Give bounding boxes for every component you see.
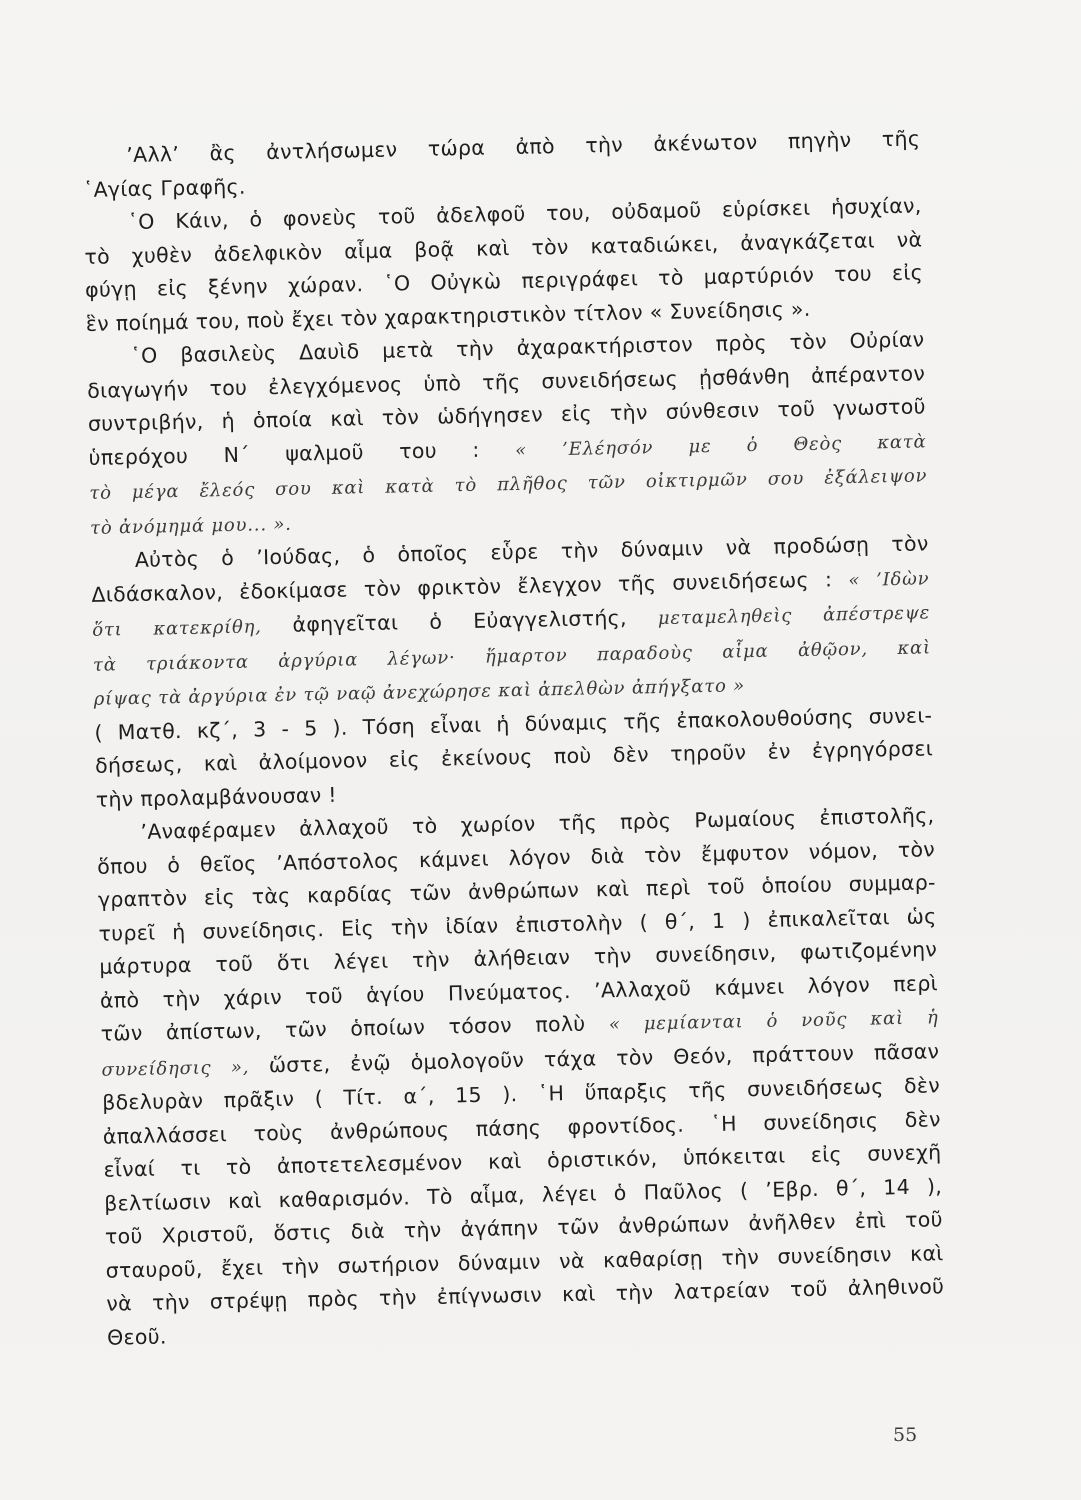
- plain-text: μάρτυρα τοῦ ὅτι λέγει τὴν ἀλήθειαν τὴν συνείδησιν, φωτιζομένην: [99, 937, 938, 979]
- plain-text: γραπτὸν εἰς τὰς καρδίας τῶν ἀνθρώπων καὶ περὶ τοῦ ὁποίου συμμαρ-: [97, 870, 936, 912]
- plain-text: τυρεῖ ἡ συνείδησις. Εἰς τὴν ἰδίαν ἐπιστολὴν ( θ΄, 1 ) ἐπικαλεῖται ὡς: [98, 903, 937, 946]
- plain-text: ὑπερόχου Ν΄ ψαλμοῦ του :: [88, 436, 516, 470]
- plain-text: ’Αναφέραμεν ἀλλαχοῦ τὸ χωρίον τῆς πρὸς Ρωμαίους ἐπιστολῆς,: [140, 803, 935, 844]
- plain-text: δήσεως, καὶ ἀλοίμονον εἰς ἐκείνους ποὺ δὲν τηροῦν ἐν ἐγρηγόρσει: [94, 736, 934, 778]
- body-text: [82, 122, 945, 1354]
- quote-text: συνείδησις »,: [101, 1055, 270, 1081]
- plain-text: ῾Ο Κάιν, ὁ φονεὺς τοῦ ἀδελφοῦ του, οὐδαμοῦ εὑρίσκει ἡσυχίαν,: [127, 193, 922, 235]
- plain-text: ἓν ποίημά του, ποὺ ἔχει τὸν χαρακτηριστικὸν τίτλον « Συνείδησις ».: [85, 296, 811, 336]
- quote-text: τὸ μέγα ἔλεός σου καὶ κατὰ τὸ πλῆθος τῶν οἰκτιρμῶν σου ἐξάλειψον: [89, 465, 928, 504]
- plain-text: βελτίωσιν καὶ καθαρισμόν. Τὸ αἷμα, λέγει ὁ Παῦλος ( ’Εβρ. θ΄, 14 ),: [104, 1173, 943, 1216]
- plain-text: ( Ματθ. κζ΄, 3 - 5 ). Τόση εἶναι ἡ δύναμις τῆς ἐπακολουθούσης συνει-: [94, 702, 933, 745]
- plain-text: Θεοῦ.: [106, 1323, 167, 1350]
- plain-text: εἶναί τι τὸ ἀποτετελεσμένον καὶ ὁριστικόν, ὑπόκειται εἰς συνεχῆ: [103, 1140, 942, 1182]
- plain-text: ὥστε, ἐνῷ ὁμολογοῦν τάχα τὸν Θεόν, πράττουν πᾶσαν: [268, 1038, 940, 1077]
- plain-text: Αὐτὸς ὁ ’Ιούδας, ὁ ὁποῖος εὗρε τὴν δύναμιν νὰ προδώσῃ τὸν: [134, 531, 929, 572]
- quote-text: μεταμεληθεὶς ἀπέστρεψε: [657, 602, 931, 630]
- plain-text: τῶν ἀπίστων, τῶν ὁποίων τόσον πολὺ: [100, 1011, 610, 1046]
- quote-text: ὅτι κατεκρίθη,: [92, 615, 293, 641]
- plain-text: ἀπὸ τὴν χάριν τοῦ ἁγίου Πνεύματος. ’Αλλαχοῦ κάμνει λόγον περὶ: [99, 970, 939, 1013]
- page-number: 55: [893, 1424, 918, 1446]
- quote-text: « ’Ελέησόν με ὁ Θεὸς κατὰ: [514, 430, 927, 461]
- plain-text: φύγῃ εἰς ξένην χώραν. ῾Ο Οὐγκὼ περιγράφει τὸ μαρτύριόν του εἰς: [84, 260, 924, 302]
- quote-text: « ’Ιδὼν: [848, 567, 930, 591]
- quote-text: « μεμίανται ὁ νοῦς καὶ ἡ: [608, 1007, 939, 1036]
- plain-text: ἀφηγεῖται ὁ Εὐαγγελιστής,: [292, 605, 659, 637]
- plain-text: βδελυρὰν πρᾶξιν ( Τίτ. α΄, 15 ). ῾Η ὕπαρξις τῆς συνειδήσεως δὲν: [101, 1073, 941, 1115]
- quote-text: τὰ τριάκοντα ἀργύρια λέγων· ἥμαρτον παραδοὺς αἷμα ἀθῷον, καὶ: [92, 636, 932, 676]
- plain-text: σταυροῦ, ἔχει τὴν σωτήριον δύναμιν νὰ καθαρίσῃ τὴν συνείδησιν καὶ: [105, 1240, 944, 1283]
- plain-text: τὴν προλαμβάνουσαν !: [95, 782, 338, 812]
- plain-text: ’Αλλ’ ἂς ἀντλήσωμεν τώρα ἀπὸ τὴν ἀκένωτον πηγὴν τῆς: [126, 126, 921, 168]
- plain-text: διαγωγήν του ἐλεγχόμενος ὑπὸ τῆς συνειδήσεως ᾐσθάνθη ἀπέραντον: [86, 360, 926, 403]
- plain-text: ῾Ο βασιλεὺς Δαυὶδ μετὰ τὴν ἀχαρακτήριστον πρὸς τὸν Οὐρίαν: [130, 327, 925, 369]
- plain-text: ἀπαλλάσσει τοὺς ἀνθρώπους πάσης φροντίδος. ῾Η συνείδησις δὲν: [102, 1106, 941, 1149]
- plain-text: νὰ τὴν στρέψῃ πρὸς τὴν ἐπίγνωσιν καὶ τὴν λατρείαν τοῦ ἀληθινοῦ: [106, 1274, 945, 1316]
- quote-text: τὸ ἀνόμημά μου... ».: [89, 513, 292, 539]
- plain-text: ῾Αγίας Γραφῆς.: [82, 174, 246, 202]
- plain-text: συντριβήν, ἡ ὁποία καὶ τὸν ὡδήγησεν εἰς τὴν σύνθεσιν τοῦ γνωστοῦ: [87, 394, 927, 436]
- plain-text: Διδάσκαλον, ἐδοκίμασε τὸν φρικτὸν ἔλεγχον τῆς συνειδήσεως :: [91, 566, 849, 607]
- plain-text: τοῦ Χριστοῦ, ὅστις διὰ τὴν ἀγάπην τῶν ἀνθρώπων ἀνῆλθεν ἐπὶ τοῦ: [104, 1207, 944, 1249]
- plain-text: ὅπου ὁ θεῖος ’Απόστολος κάμνει λόγον διὰ τὸν ἔμφυτον νόμον, τὸν: [96, 836, 936, 879]
- quote-text: ρίψας τὰ ἀργύρια ἐν τῷ ναῷ ἀνεχώρησε καὶ ἀπελθὼν ἀπήγξατο »: [93, 675, 746, 710]
- plain-text: τὸ χυθὲν ἀδελφικὸν αἷμα βοᾷ καὶ τὸν καταδιώκει, ἀναγκάζεται νὰ: [84, 226, 923, 269]
